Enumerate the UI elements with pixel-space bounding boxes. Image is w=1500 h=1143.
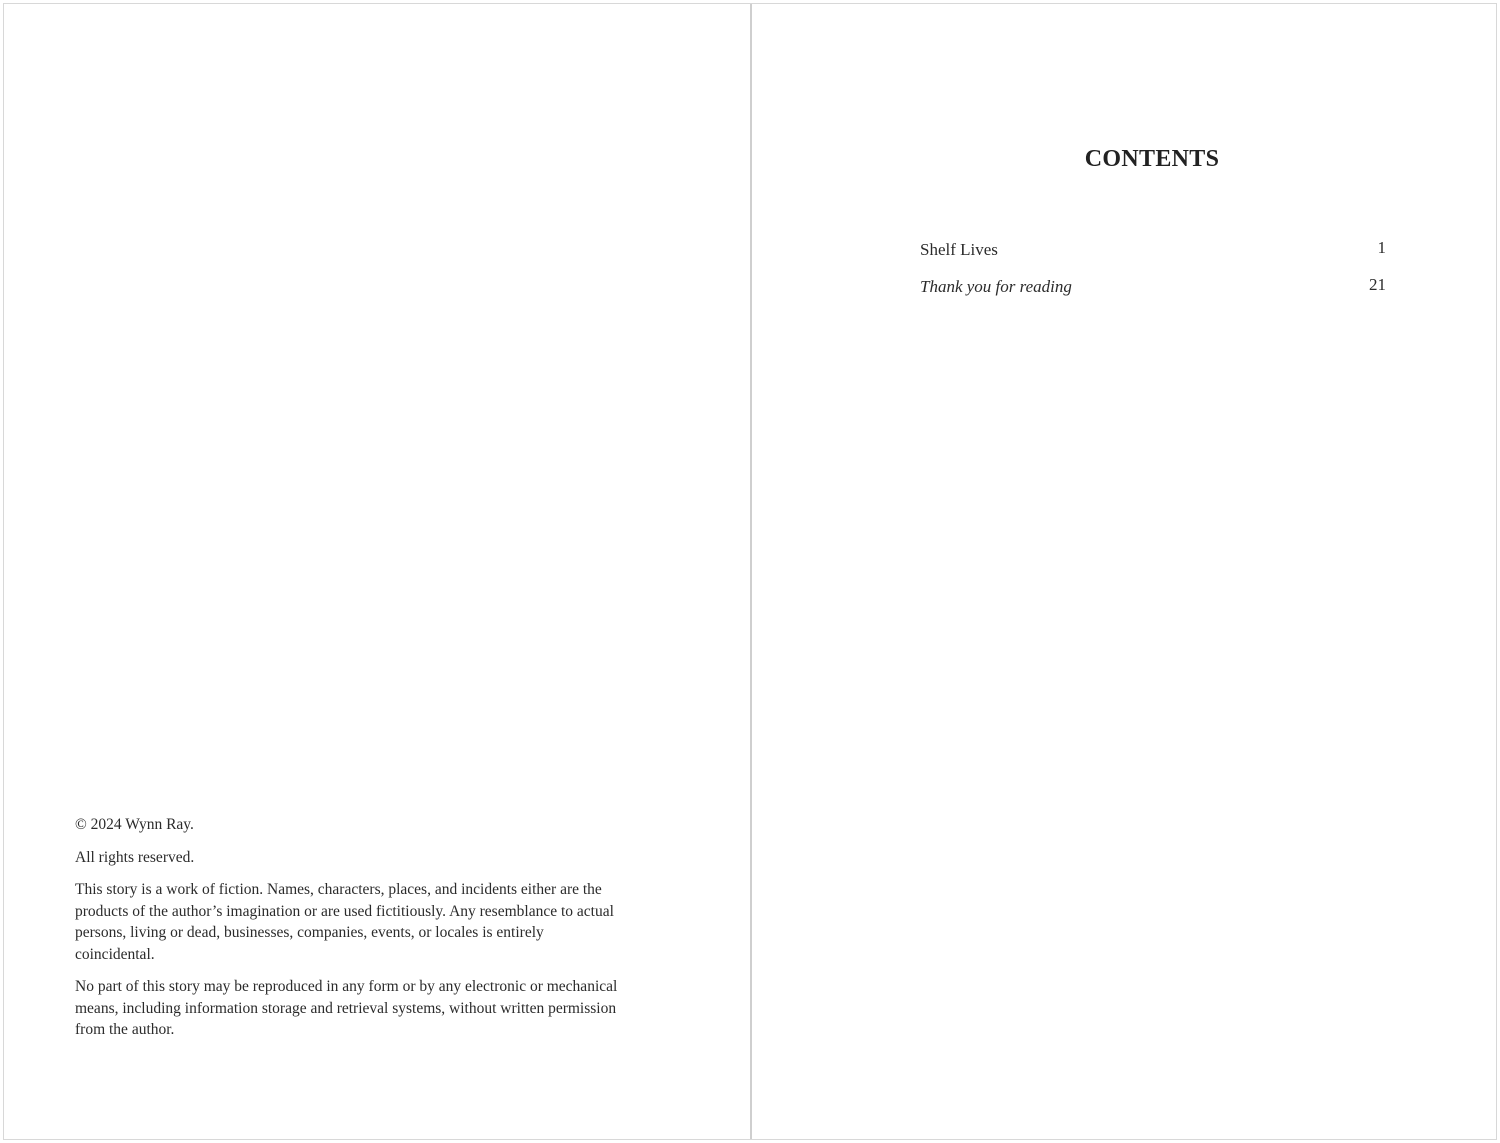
copyright-block	[75, 814, 620, 1052]
fiction-notice: This story is a work of fiction. Names, characters, places, and incidents either are the products of the author’s imagination or are used fictitiously. Any resemblance to actual persons, living or dead, businesses, companies, events, or locales is entirely coincidental.	[75, 881, 614, 963]
book-spread	[3, 3, 1497, 1140]
contents-page	[752, 4, 1496, 1139]
toc-entry-shelf-lives[interactable]	[920, 240, 1386, 277]
toc-entry-label: Shelf Lives	[920, 240, 998, 259]
copyright-page	[4, 4, 750, 1139]
toc-entry-label: Thank you for reading	[920, 277, 1072, 296]
contents-list	[920, 240, 1386, 314]
rights-line: All rights reserved.	[75, 848, 195, 866]
reproduction-notice: No part of this story may be reproduced in any form or by any electronic or mechanical means, including information storage and retrieval systems, without written permission from the author.	[75, 978, 618, 1038]
toc-entry-page-number: 1	[1377, 238, 1386, 257]
toc-entry-page-number: 21	[1369, 275, 1386, 294]
toc-entry-thank-you[interactable]	[920, 277, 1386, 314]
contents-title: CONTENTS	[1084, 146, 1220, 172]
copyright-line: © 2024 Wynn Ray.	[75, 816, 194, 833]
